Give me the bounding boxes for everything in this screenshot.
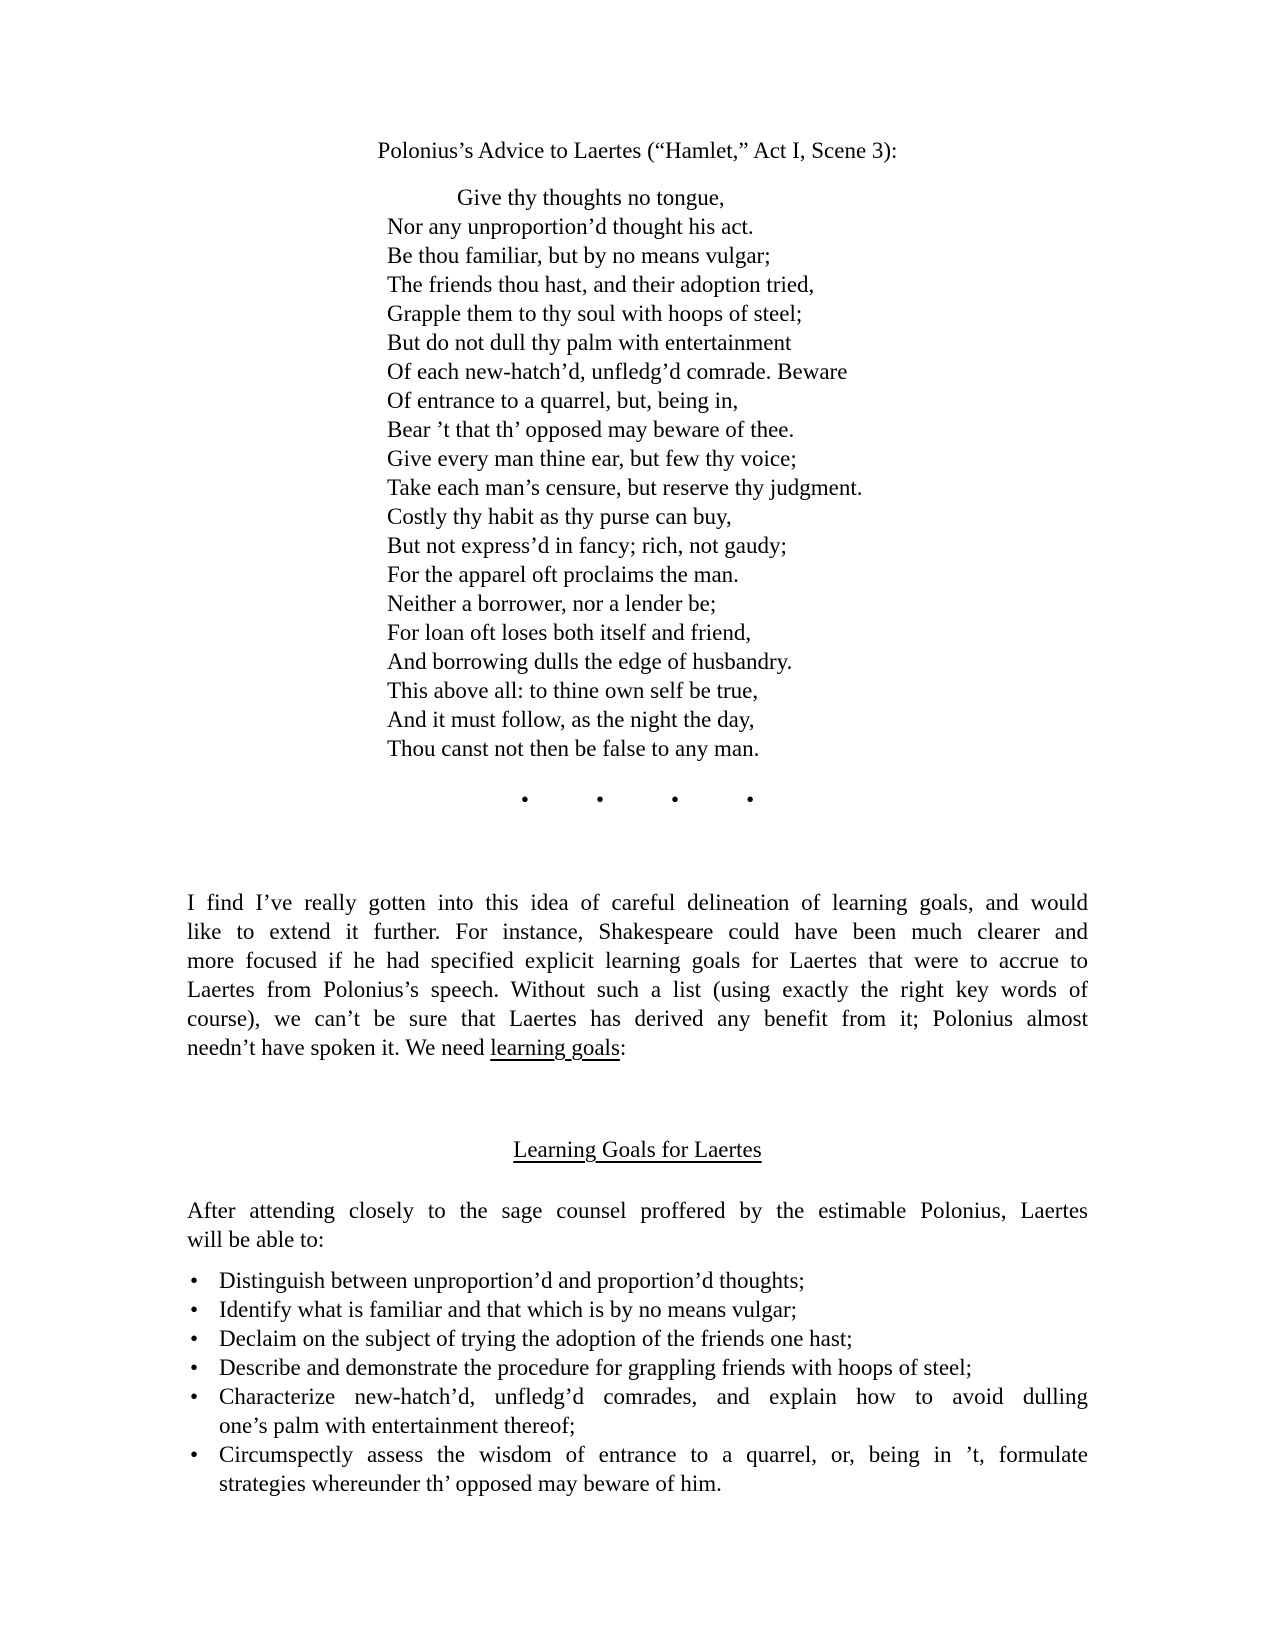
goal-line: Distinguish between unproportion’d and proportion’d thoughts; xyxy=(219,1268,805,1293)
paragraph-line: will be able to: xyxy=(187,1227,325,1252)
closing-text: needn’t have spoken it. We need xyxy=(187,1035,491,1060)
paragraph-line: I find I’ve really gotten into this idea of careful delineation of learning goals, and would xyxy=(187,890,1088,915)
poem-line: But do not dull thy palm with entertainment xyxy=(387,330,792,355)
poem-line: Nor any unproportion’d thought his act. xyxy=(387,214,754,239)
learning-goals-underlined-text: learning goals xyxy=(490,1035,620,1060)
section-heading-row xyxy=(187,1135,1088,1164)
paragraph-line: more focused if he had specified explicit learning goals for Laertes that were to accrue to xyxy=(187,948,1088,973)
list-item xyxy=(187,1266,1088,1295)
closing-colon: : xyxy=(619,1035,627,1060)
poem-line: Thou canst not then be false to any man. xyxy=(387,736,760,761)
paragraph-line: course), we can’t be sure that Laertes has derived any benefit from it; Polonius almost xyxy=(187,1006,1088,1031)
separator-dot-icon: • xyxy=(671,787,680,812)
goal-line: one’s palm with entertainment thereof; xyxy=(219,1413,576,1438)
poem-line: Give every man thine ear, but few thy voice; xyxy=(387,446,797,471)
separator-dot-icon: • xyxy=(595,787,604,812)
paragraph-line: Laertes from Polonius’s speech. Without such a list (using exactly the right key words of xyxy=(187,977,1088,1002)
poem-line: The friends thou hast, and their adoption tried, xyxy=(387,272,815,297)
poem-line: Give thy thoughts no tongue, xyxy=(457,185,725,210)
paragraph-line: like to extend it further. For instance, Shakespeare could have been much clearer and xyxy=(187,919,1088,944)
bullet-icon: • xyxy=(190,1355,199,1380)
poem xyxy=(187,183,1088,763)
bullet-icon: • xyxy=(190,1297,199,1322)
list-item xyxy=(187,1382,1088,1440)
poem-line: For the apparel oft proclaims the man. xyxy=(387,562,739,587)
poem-line: Costly thy habit as thy purse can buy, xyxy=(387,504,732,529)
list-item xyxy=(187,1295,1088,1324)
separator-dot-icon: • xyxy=(520,787,529,812)
goal-line: Declaim on the subject of trying the adoption of the friends one hast; xyxy=(219,1326,853,1351)
list-item xyxy=(187,1324,1088,1353)
paragraph-line xyxy=(187,1033,1088,1062)
poem-line: Bear ’t that th’ opposed may beware of thee. xyxy=(387,417,795,442)
bullet-icon: • xyxy=(190,1268,199,1293)
goal-line: Describe and demonstrate the procedure for grappling friends with hoops of steel; xyxy=(219,1355,973,1380)
poem-line: Neither a borrower, nor a lender be; xyxy=(387,591,717,616)
section-heading: Learning Goals for Laertes xyxy=(513,1137,762,1162)
poem-line: And borrowing dulls the edge of husbandry. xyxy=(387,649,793,674)
poem-line: For loan oft loses both itself and friend, xyxy=(387,620,752,645)
document-title: Polonius’s Advice to Laertes (“Hamlet,” Act I, Scene 3): xyxy=(377,138,898,163)
bullet-icon: • xyxy=(190,1384,199,1409)
poem-line: But not express’d in fancy; rich, not gaudy; xyxy=(387,533,787,558)
poem-line: And it must follow, as the night the day, xyxy=(387,707,755,732)
goal-line: Circumspectly assess the wisdom of entrance to a quarrel, or, being in ’t, formulate xyxy=(219,1442,1088,1467)
goal-line: Identify what is familiar and that which is by no means vulgar; xyxy=(219,1297,798,1322)
goal-line: strategies whereunder th’ opposed may beware of him. xyxy=(219,1471,722,1496)
paragraph-line: After attending closely to the sage counsel proffered by the estimable Polonius, Laertes xyxy=(187,1198,1088,1223)
list-item xyxy=(187,1440,1088,1498)
list-item xyxy=(187,1353,1088,1382)
poem-line: Of each new-hatch’d, unfledg’d comrade. Beware xyxy=(387,359,848,384)
poem-line: Take each man’s censure, but reserve thy judgment. xyxy=(387,475,863,500)
bullet-icon: • xyxy=(190,1326,199,1351)
bullet-icon: • xyxy=(190,1442,199,1467)
separator-dot-icon: • xyxy=(746,787,755,812)
learning-goals-list xyxy=(187,1266,1088,1498)
poem-line: Grapple them to thy soul with hoops of steel; xyxy=(387,301,803,326)
poem-line: This above all: to thine own self be true, xyxy=(387,678,759,703)
intro-paragraph xyxy=(187,888,1088,1062)
section-separator xyxy=(187,785,1088,814)
lead-paragraph xyxy=(187,1196,1088,1254)
poem-line: Be thou familiar, but by no means vulgar; xyxy=(387,243,771,268)
poem-line: Of entrance to a quarrel, but, being in, xyxy=(387,388,739,413)
goal-line: Characterize new-hatch’d, unfledg’d comrades, and explain how to avoid dulling xyxy=(219,1384,1088,1409)
